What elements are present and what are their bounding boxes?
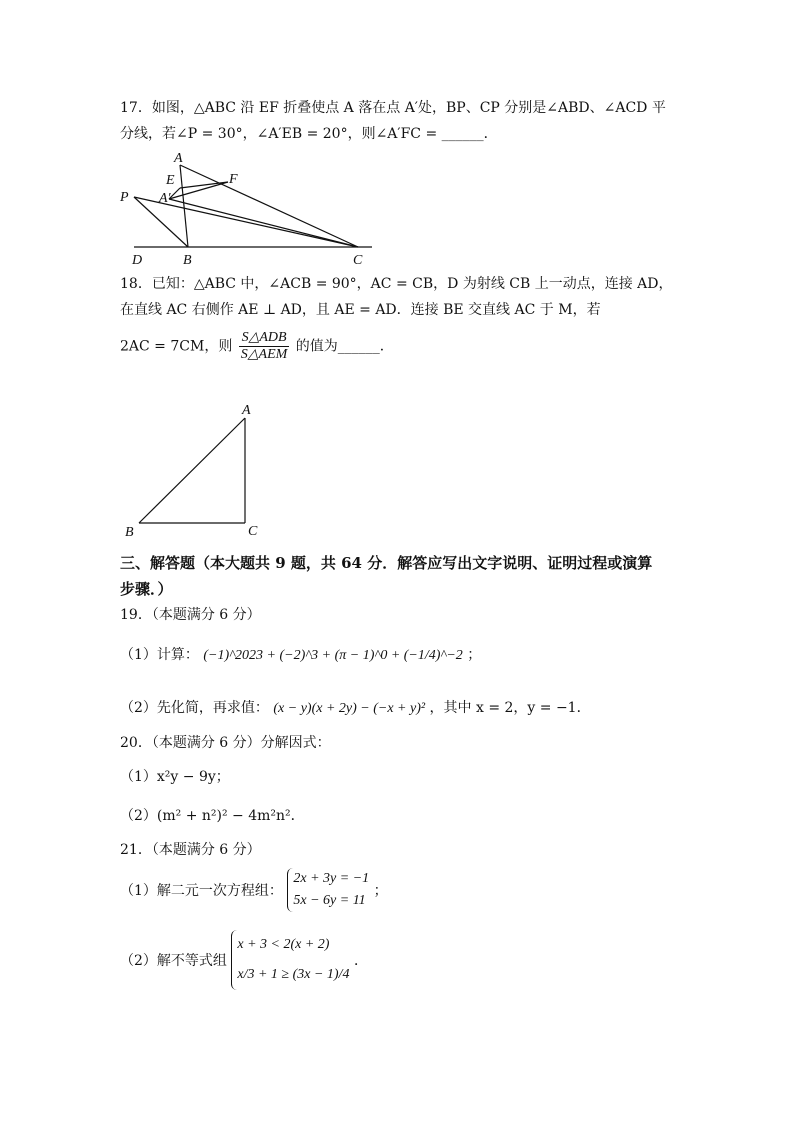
q19-part-1-expression: (−1)^2023 + (−2)^3 + (π − 1)^0 + (−1/4)^−2 [203, 648, 463, 663]
q18-label-C: C [248, 524, 258, 539]
q19-part-1-end: ； [467, 647, 482, 663]
q19-part-2-expression: (x − y)(x + 2y) − (−x + y)² [273, 701, 426, 716]
q18-label-B: B [125, 525, 134, 540]
q21-part-2-label: （2）解不等式组 [120, 953, 227, 969]
q17-label-C: C [353, 253, 363, 268]
q18-area-fraction [239, 330, 290, 363]
q20-part-1: （1）x²y − 9y； [120, 769, 230, 785]
q17-label-E: E [166, 173, 175, 188]
q17-line-2: 分线，若∠P = 30°，∠A′EB = 20°，则∠A′FC = ______． [120, 126, 498, 142]
q21-part-1-label: （1）解二元一次方程组： [120, 883, 283, 899]
q19-part-2-label: （2）先化简，再求值： [120, 700, 269, 716]
q19-part-2-condition: ，其中 x = 2，y = −1． [429, 700, 591, 716]
q20-part-2: （2）(m² + n²)² − 4m²n²． [120, 808, 305, 824]
q17-label-D: D [132, 253, 143, 268]
q17-label-P: P [120, 190, 129, 205]
q21-inequality-system [231, 930, 349, 990]
q18-line-3-start: 2AC = 7CM，则 [120, 338, 233, 355]
q17-figure [110, 150, 380, 268]
q17-label-F: F [229, 172, 238, 187]
q18-line-3-end: 的值为______． [295, 338, 394, 355]
section-3-heading-line-2: 步骤．） [120, 580, 173, 598]
q21-title: 21．（本题满分 6 分） [120, 842, 261, 858]
q18-line-3 [120, 330, 394, 363]
q18-figure [115, 398, 275, 542]
q21-part-2 [120, 930, 368, 990]
q18-line-2: 在直线 AC 右侧作 AE ⊥ AD，且 AE = AD．连接 BE 交直线 AC 于 M，若 [120, 302, 601, 318]
q21-part-2-end: ． [353, 953, 368, 969]
q17-label-A: A [174, 151, 183, 166]
q21-part-1-end: ； [373, 883, 388, 899]
q21-equation-1: 2x + 3y = −1 [293, 871, 370, 886]
q17-label-B: B [183, 253, 192, 268]
q21-equation-system [287, 868, 369, 912]
q21-part-1 [120, 868, 388, 912]
q21-equation-2: 5x − 6y = 11 [293, 893, 366, 908]
q19-part-1 [120, 645, 481, 666]
q21-inequality-1: x + 3 < 2(x + 2) [237, 937, 330, 952]
q19-title: 19．（本题满分 6 分） [120, 607, 261, 623]
q18-line-1: 18．已知：△ABC 中，∠ACB = 90°，AC = CB，D 为射线 CB 上一动点，连接 AD， [120, 276, 673, 292]
q18-fraction-denominator: S△AEM [240, 347, 288, 362]
q21-inequality-2: x/3 + 1 ≥ (3x − 1)/4 [237, 967, 350, 982]
q19-part-2 [120, 698, 591, 719]
section-3-heading-line-1: 三、解答题（本大题共 9 题，共 64 分．解答应写出文字说明、证明过程或演算 [120, 554, 653, 572]
q17-line-1: 17．如图，△ABC 沿 EF 折叠使点 A 落在点 A′处，BP、CP 分别是∠ABD、∠ACD 平 [120, 100, 666, 116]
q20-title: 20．（本题满分 6 分）分解因式： [120, 735, 331, 751]
q19-part-1-label: （1）计算： [120, 647, 199, 663]
q18-label-A: A [242, 403, 251, 418]
q18-fraction-numerator: S△ADB [239, 330, 290, 347]
q17-label-A-prime: A′ [159, 191, 171, 206]
